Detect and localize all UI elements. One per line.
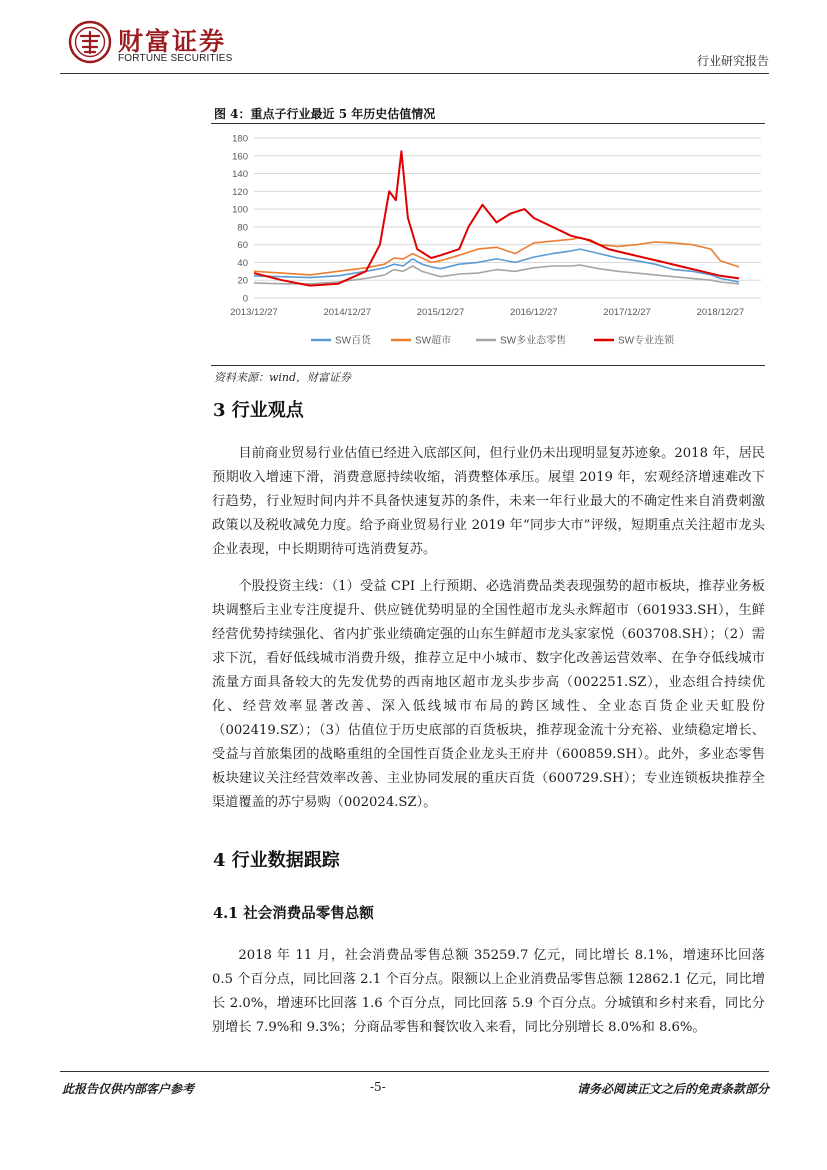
figure-title: 图 4：重点子行业最近 5 年历史估值情况 (214, 107, 436, 121)
y-tick-label: 120 (232, 186, 248, 198)
section-heading-4: 4 行业数据跟踪 (213, 850, 340, 871)
y-tick-label: 160 (232, 151, 248, 163)
section3-paragraph-1: 目前商业贸易行业估值已经进入底部区间，但行业仍未出现明显复苏迹象。2018 年，居民预期收入增速下滑，消费意愿持续收缩，消费整体承压。展望 2019 年，宏观经济增速难改下行趋势，行业短时间内并不具备快速复苏的条件，未来一年行业最大的不确定性来自消费刺激政策以及税收减免力度。给予商业贸易行业 2019 年“同步大市”评级，短期重点关注超市龙头企业表现，中长期期待可选消费复苏。 (212, 446, 765, 557)
page-number: -5- (370, 1080, 386, 1094)
report-type-label: 行业研究报告 (696, 54, 769, 68)
company-name-cn: 财富证券 (118, 27, 227, 56)
y-tick-label: 40 (237, 257, 248, 269)
footer-disclaimer-left: 此报告仅供内部客户参考 (62, 1082, 195, 1096)
header-divider (60, 73, 769, 74)
company-logo (68, 20, 268, 68)
figure-top-rule (211, 123, 765, 124)
series-line-4 (254, 151, 739, 285)
section4-paragraph-1: 2018 年 11 月，社会消费品零售总额 35259.7 亿元，同比增长 8.1%，增速环比回落 0.5 个百分点，同比回落 2.1 个百分点。限额以上企业消费品零售总额 12862.1 亿元，同比增长 2.0%，增速环比回落 1.6 个百分点，同比回落 5.9 个百分点。分城镇和乡村来看，同比分别增长 7.9%和 9.3%；分商品零售和餐饮收入来看，同比分别增长 8.0%和 8.6%。 (212, 948, 765, 1035)
subsection-heading-4-1: 4.1 社会消费品零售总额 (213, 905, 374, 922)
company-name-en: FORTUNE SECURITIES (118, 53, 233, 64)
y-tick-label: 20 (237, 275, 248, 287)
legend-label: SW超市 (415, 335, 452, 347)
legend-label: SW百货 (335, 335, 372, 347)
figure-source: 资料来源：wind，财富证券 (214, 371, 352, 384)
y-tick-label: 80 (237, 222, 248, 234)
y-tick-label: 140 (232, 169, 248, 181)
figure-bottom-rule (211, 365, 765, 366)
section-heading-3: 3 行业观点 (213, 400, 304, 421)
x-tick-label: 2013/12/27 (230, 307, 278, 318)
y-tick-label: 0 (242, 293, 248, 305)
y-tick-label: 180 (232, 133, 248, 145)
x-tick-label: 2017/12/27 (603, 307, 651, 318)
x-tick-label: 2015/12/27 (416, 307, 465, 318)
footer-disclaimer-right: 请务必阅读正文之后的免责条款部分 (576, 1082, 769, 1096)
valuation-line-chart (211, 126, 765, 366)
section3-paragraph-2: 个股投资主线：（1）受益 CPI 上行预期、必选消费品类表现强势的超市板块，推荐业务板块调整后主业专注度提升、供应链优势明显的全国性超市龙头永辉超市（601933.SH），生鲜经营优势持续强化、省内扩张业绩确定强的山东生鲜超市龙头家家悦（603708.SH）；（2）需求下沉，看好低线城市消费升级，推荐立足中小城市、数字化改善运营效率、在争夺低线城市流量方面具备较大的先发优势的西南地区超市龙头步步高（002251.SZ），业态组合持续优化、经营效率显著改善、深入低线城市布局的跨区域性、全业态百货企业天虹股份（002419.SZ）；（3）估值位于历史底部的百货板块，推荐现金流十分充裕、业绩稳定增长、受益与首旅集团的战略重组的全国性百货企业龙头王府井（600859.SH）。此外，多业态零售板块建议关注经营效率改善、主业协同发展的重庆百货（600729.SH）；专业连锁板块推荐全渠道覆盖的苏宁易购（002024.SZ）。 (212, 579, 765, 810)
x-tick-label: 2016/12/27 (510, 307, 558, 318)
x-tick-label: 2018/12/27 (696, 307, 745, 318)
legend-label: SW专业连锁 (618, 335, 675, 347)
logo-seal-icon (68, 20, 112, 64)
legend-label: SW多业态零售 (500, 335, 567, 347)
footer-divider (60, 1071, 769, 1072)
y-tick-label: 100 (232, 204, 248, 216)
y-tick-label: 60 (237, 240, 248, 252)
series-line-1 (254, 249, 739, 282)
x-tick-label: 2014/12/27 (323, 307, 372, 318)
